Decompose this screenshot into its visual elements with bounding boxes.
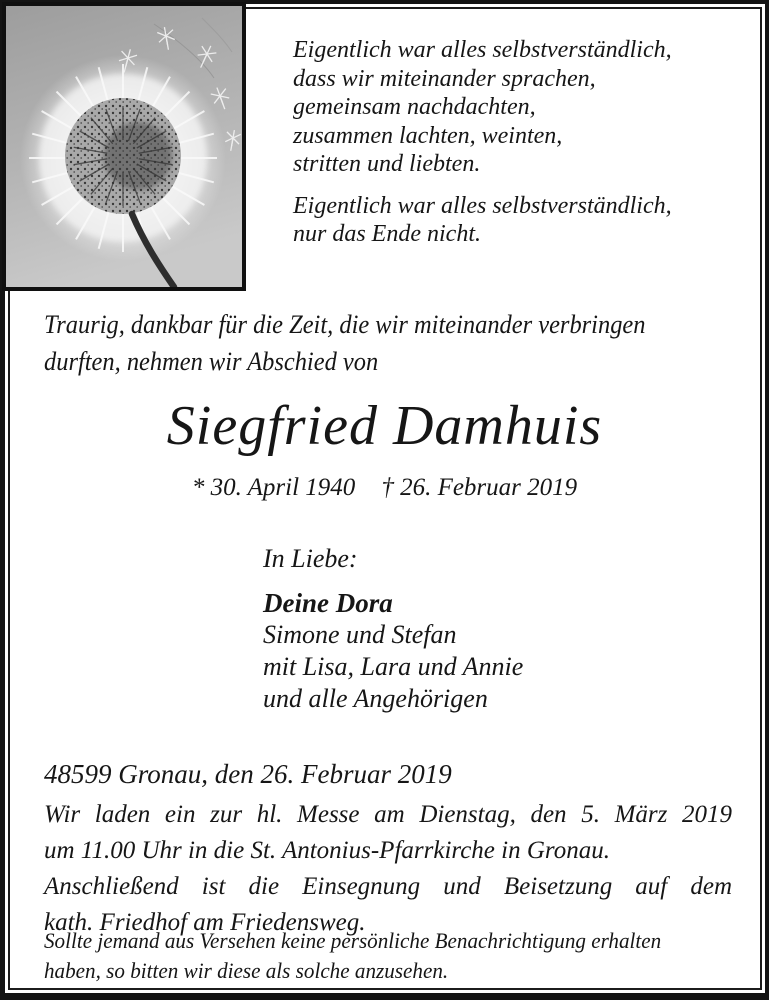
verse-line: Eigentlich war alles selbstverständlich,	[293, 37, 672, 63]
intro-line: Traurig, dankbar für die Zeit, die wir miteinander verbringen	[44, 310, 646, 339]
intro-line: durften, nehmen wir Abschied von	[44, 347, 379, 376]
memorial-photo-frame	[2, 2, 246, 291]
invitation-line: Wir laden ein zur hl. Messe am Dienstag, den 5. März 2019	[44, 801, 732, 828]
verse-line: gemeinsam nachdachten,	[293, 94, 536, 120]
place-dateline: 48599 Gronau, den 26. Februar 2019	[44, 759, 452, 789]
family-member: Simone und Stefan	[263, 620, 457, 649]
note-line: haben, so bitten wir diese als solche anzusehen.	[44, 958, 449, 983]
farewell-salutation: In Liebe:	[263, 544, 358, 573]
death-date: † 26. Februar 2019	[381, 474, 578, 501]
notification-note	[44, 926, 735, 986]
family-farewell	[263, 543, 523, 715]
family-member: Deine Dora	[263, 588, 393, 618]
verse-line: Eigentlich war alles selbstverständlich,	[293, 192, 672, 219]
note-line: Sollte jemand aus Versehen keine persönliche Benachrichtigung erhalten	[44, 928, 662, 953]
deceased-name: Siegfried Damhuis	[166, 395, 603, 457]
opening-verse	[293, 36, 672, 249]
invitation-line: um 11.00 Uhr in die St. Antonius-Pfarrkirche in Gronau.	[44, 837, 610, 864]
family-member: und alle Angehörigen	[263, 684, 488, 713]
life-dates	[0, 474, 769, 502]
farewell-intro	[44, 306, 645, 380]
birth-date: * 30. April 1940	[191, 474, 356, 501]
invitation-line: kath. Friedhof am Friedensweg.	[44, 909, 366, 936]
family-member: mit Lisa, Lara und Annie	[263, 652, 524, 681]
verse-line: zusammen lachten, weinten,	[293, 122, 563, 149]
verse-line: dass wir miteinander sprachen,	[293, 65, 596, 92]
funeral-invitation	[44, 797, 732, 941]
verse-line: nur das Ende nicht.	[293, 221, 481, 247]
invitation-line: Anschließend ist die Einsegnung und Beisetzung auf dem	[44, 873, 732, 900]
dandelion-photo	[6, 6, 242, 287]
verse-line: stritten und liebten.	[293, 151, 481, 177]
